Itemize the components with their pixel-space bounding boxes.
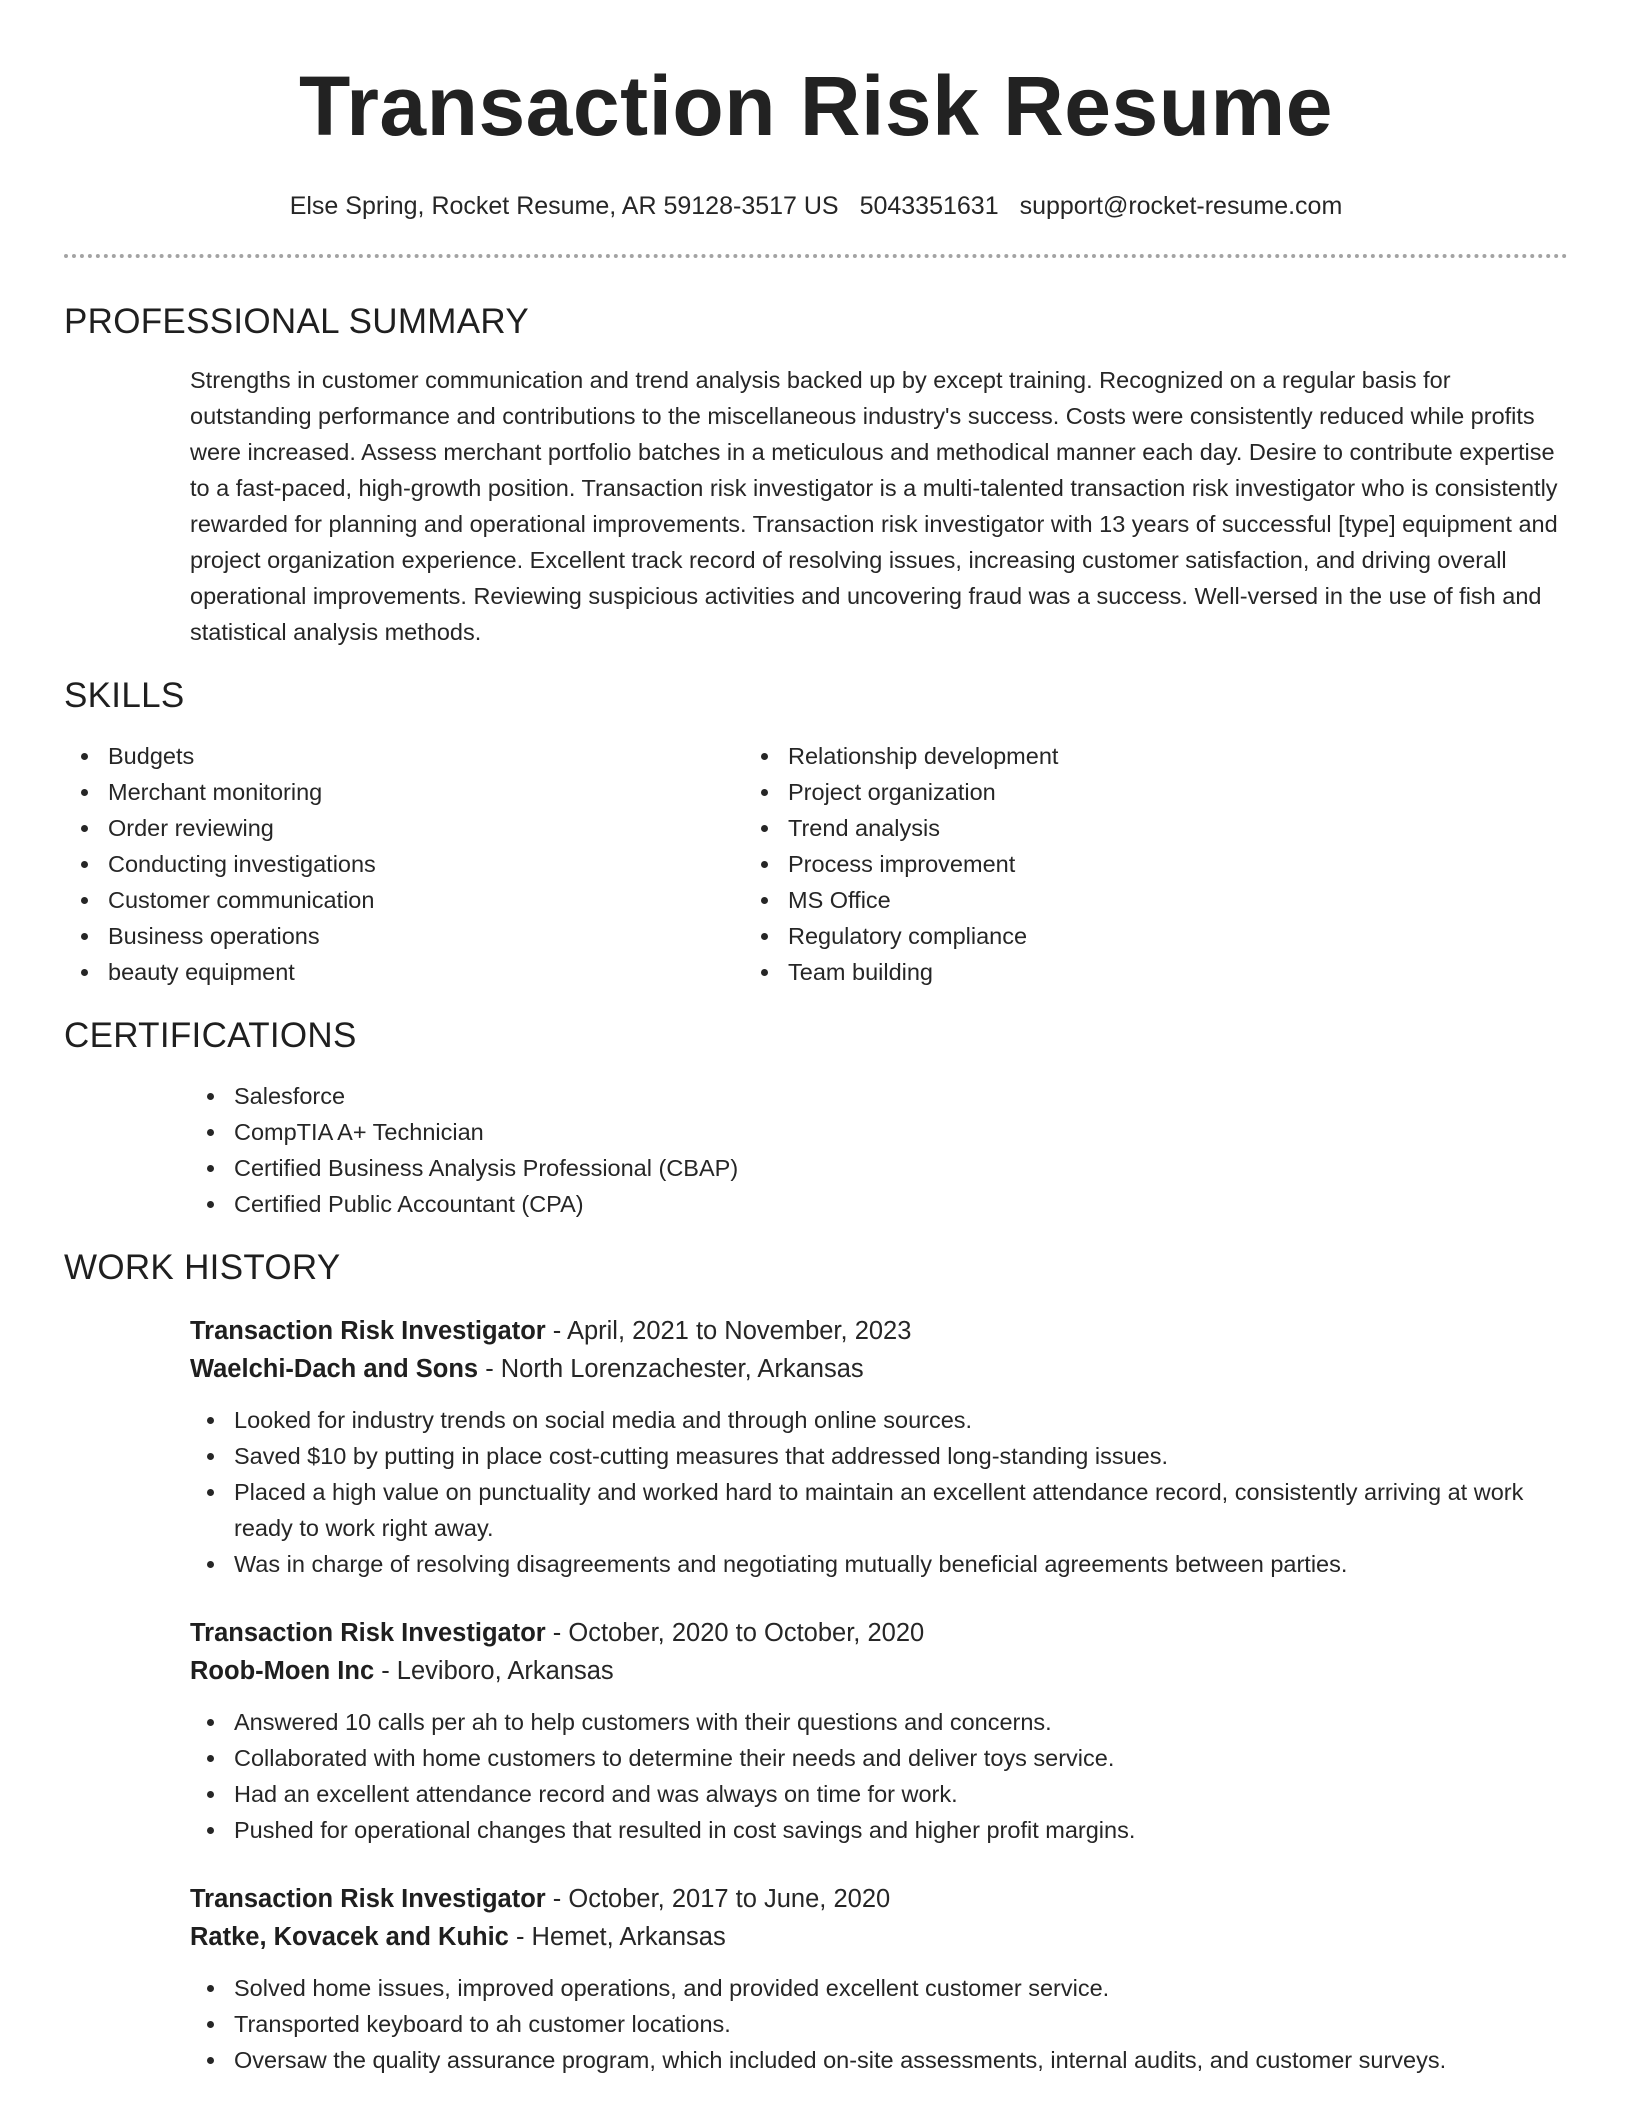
skill-item: Trend analysis <box>744 810 1344 846</box>
skill-item: Budgets <box>64 738 744 774</box>
work-history-section <box>64 1246 1568 2078</box>
certification-item: Certified Public Accountant (CPA) <box>190 1186 1568 1222</box>
skills-heading: SKILLS <box>64 676 185 715</box>
skill-item: MS Office <box>744 882 1344 918</box>
job-title-line <box>190 1614 1568 1652</box>
job-bullets <box>190 1970 1568 2078</box>
job-title-line <box>190 1312 1568 1350</box>
summary-heading: PROFESSIONAL SUMMARY <box>64 302 529 341</box>
job-bullet: Collaborated with home customers to determine their needs and deliver toys service. <box>190 1740 1568 1776</box>
skill-item: Customer communication <box>64 882 744 918</box>
job-bullet: Looked for industry trends on social media and through online sources. <box>190 1402 1568 1438</box>
contact-address: Else Spring, Rocket Resume, AR 59128-3517 US <box>289 192 839 220</box>
skills-list-left <box>64 738 744 990</box>
certifications-section <box>64 1014 1568 1222</box>
job-title: Transaction Risk Investigator <box>190 1619 546 1647</box>
job-company: Ratke, Kovacek and Kuhic <box>190 1923 509 1951</box>
certification-item: Certified Business Analysis Professional (CBAP) <box>190 1150 1568 1186</box>
job-title: Transaction Risk Investigator <box>190 1885 546 1913</box>
job-company: Roob-Moen Inc <box>190 1657 375 1685</box>
job-dates: - October, 2020 to October, 2020 <box>545 1619 925 1647</box>
job-dates: - April, 2021 to November, 2023 <box>545 1317 912 1345</box>
skill-item: Team building <box>744 954 1344 990</box>
job-bullet: Had an excellent attendance record and was always on time for work. <box>190 1776 1568 1812</box>
skill-item: Process improvement <box>744 846 1344 882</box>
certification-item: CompTIA A+ Technician <box>190 1114 1568 1150</box>
job-bullet: Solved home issues, improved operations, and provided excellent customer service. <box>190 1970 1568 2006</box>
skill-item: Relationship development <box>744 738 1344 774</box>
job-location: - Leviboro, Arkansas <box>374 1657 614 1685</box>
contact-email: support@rocket-resume.com <box>1019 192 1343 220</box>
contact-phone: 5043351631 <box>859 192 999 220</box>
resume-name: Transaction Risk Resume <box>299 59 1333 153</box>
job-title: Transaction Risk Investigator <box>190 1317 546 1345</box>
summary-text: Strengths in customer communication and trend analysis backed up by except training. Recognized on a regular basis for outstanding performance and contributions to the miscellaneous industry's success. Costs were consistently reduced while profits were increased. Assess merchant portfolio batches in a meticulous and methodical manner each day. Desire to contribute expertise to a fast-paced, high-growth position. Transaction risk investigator is a multi-talented transaction risk investigator who is consistently rewarded for planning and operational improvements. Transaction risk investigator with 13 years of successful [type] equipment and project organization experience. Excellent track record of resolving issues, increasing customer satisfaction, and driving overall operational improvements. Reviewing suspicious activities and uncovering fraud was a success. Well-versed in the use of fish and statistical analysis methods. <box>190 367 1558 645</box>
header-divider <box>64 254 1568 258</box>
skills-columns <box>64 738 1568 990</box>
job-entry <box>190 1880 1568 2078</box>
work-history-heading: WORK HISTORY <box>64 1248 341 1287</box>
job-bullet: Placed a high value on punctuality and worked hard to maintain an excellent attendance record, consistently arriving at work ready to work right away. <box>190 1474 1568 1546</box>
job-location: - North Lorenzachester, Arkansas <box>478 1355 864 1383</box>
job-dates: - October, 2017 to June, 2020 <box>545 1885 891 1913</box>
skill-item: beauty equipment <box>64 954 744 990</box>
job-bullet: Answered 10 calls per ah to help customers with their questions and concerns. <box>190 1704 1568 1740</box>
skill-item: Business operations <box>64 918 744 954</box>
job-bullet: Oversaw the quality assurance program, which included on-site assessments, internal audits, and customer surveys. <box>190 2042 1568 2078</box>
job-bullet: Saved $10 by putting in place cost-cutting measures that addressed long-standing issues. <box>190 1438 1568 1474</box>
job-company-line <box>190 1918 1568 1956</box>
skill-item: Conducting investigations <box>64 846 744 882</box>
job-company: Waelchi-Dach and Sons <box>190 1355 479 1383</box>
summary-section <box>64 300 1568 650</box>
job-bullet: Pushed for operational changes that resulted in cost savings and higher profit margins. <box>190 1812 1568 1848</box>
job-company-line <box>190 1652 1568 1690</box>
certifications-heading: CERTIFICATIONS <box>64 1016 357 1055</box>
job-company-line <box>190 1350 1568 1388</box>
skill-item: Merchant monitoring <box>64 774 744 810</box>
job-title-line <box>190 1880 1568 1918</box>
contact-line <box>64 190 1568 222</box>
job-location: - Hemet, Arkansas <box>508 1923 726 1951</box>
skills-list-right <box>744 738 1344 990</box>
skill-item: Project organization <box>744 774 1344 810</box>
certification-item: Salesforce <box>190 1078 1568 1114</box>
skills-section <box>64 674 1568 990</box>
job-bullets <box>190 1402 1568 1582</box>
job-bullet: Transported keyboard to ah customer locations. <box>190 2006 1568 2042</box>
job-bullet: Was in charge of resolving disagreements and negotiating mutually beneficial agreements between parties. <box>190 1546 1568 1582</box>
job-entry <box>190 1614 1568 1848</box>
skill-item: Regulatory compliance <box>744 918 1344 954</box>
skill-item: Order reviewing <box>64 810 744 846</box>
job-entry <box>190 1312 1568 1582</box>
job-bullets <box>190 1704 1568 1848</box>
certifications-list <box>190 1078 1568 1222</box>
